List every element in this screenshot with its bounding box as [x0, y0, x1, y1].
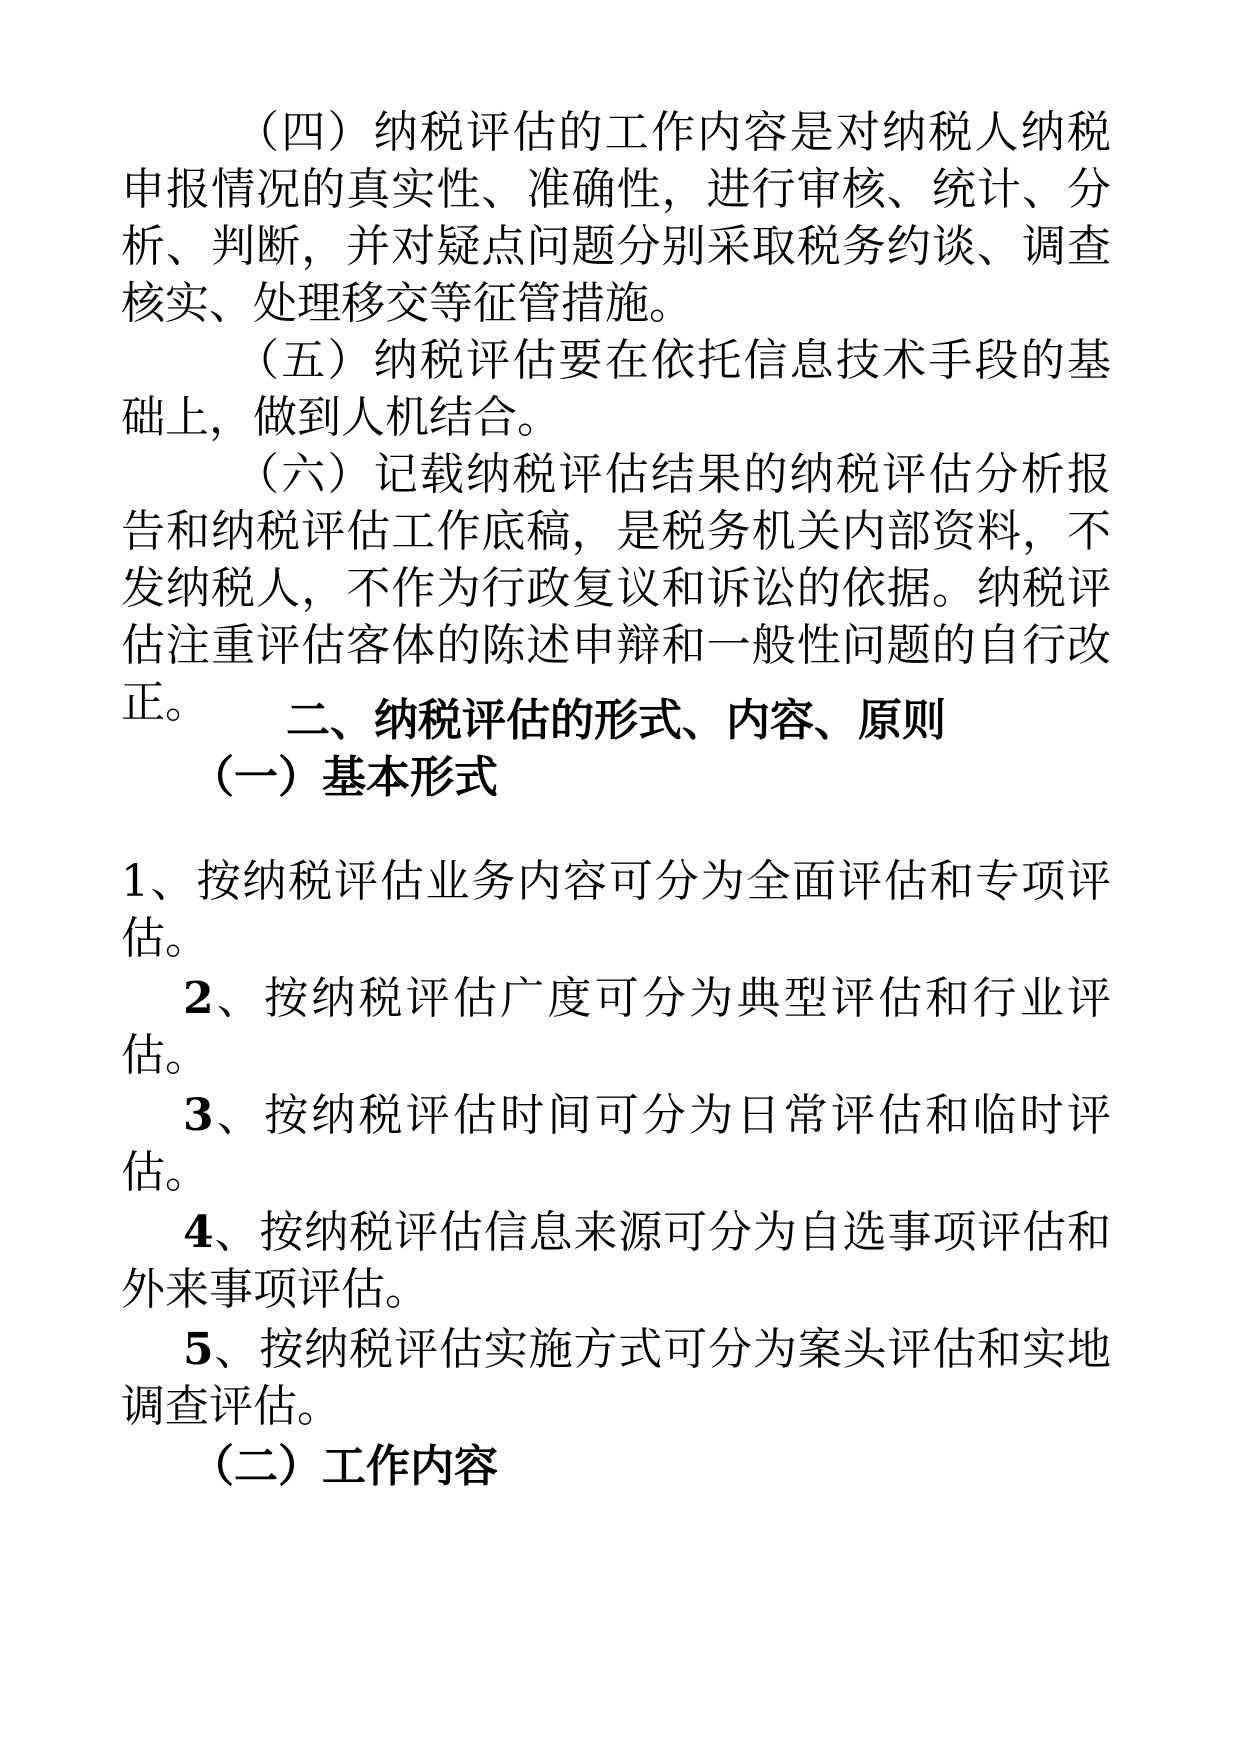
form-item-text: 、按纳税评估时间可分为日常评估和临时评估。 — [121, 1090, 1111, 1198]
sub-heading-basic-forms: （一）基本形式 — [190, 752, 498, 803]
form-item-text: 、按纳税评估信息来源可分为自选事项评估和外来事项评估。 — [121, 1207, 1111, 1315]
form-item-3 — [121, 1087, 1111, 1201]
sub-heading-work-content: （二）工作内容 — [190, 1441, 498, 1492]
form-item-1 — [121, 853, 1111, 967]
form-item-text: 、按纳税评估业务内容可分为全面评估和专项评估。 — [121, 856, 1111, 964]
form-item-text: 、按纳税评估广度可分为典型评估和行业评估。 — [121, 973, 1111, 1081]
form-item-4 — [121, 1204, 1111, 1318]
paragraph-four: （四）纳税评估的工作内容是对纳税人纳税申报情况的真实性、准确性，进行审核、统计、分析、判断，并对疑点问题分别采取税务约谈、调查核实、处理移交等征管措施。 — [121, 107, 1111, 329]
paragraph-six: （六）记载纳税评估结果的纳税评估分析报告和纳税评估工作底稿，是税务机关内部资料，不发纳税人，不作为行政复议和诉讼的依据。纳税评估注重评估客体的陈述申辩和一般性问题的自行改正。 — [121, 449, 1111, 728]
form-item-number: 3 — [183, 1090, 214, 1141]
form-item-number: 2 — [183, 973, 214, 1024]
form-item-number: 5 — [183, 1324, 214, 1375]
form-item-number: 4 — [183, 1207, 214, 1258]
form-item-2 — [121, 970, 1111, 1084]
paragraph-five: （五）纳税评估要在依托信息技术手段的基础上，做到人机结合。 — [121, 335, 1111, 443]
section-heading: 二、纳税评估的形式、内容、原则 — [286, 695, 946, 746]
form-item-text: 、按纳税评估实施方式可分为案头评估和实地调查评估。 — [121, 1324, 1111, 1432]
form-item-5 — [121, 1321, 1111, 1435]
form-item-number: 1 — [121, 856, 149, 907]
